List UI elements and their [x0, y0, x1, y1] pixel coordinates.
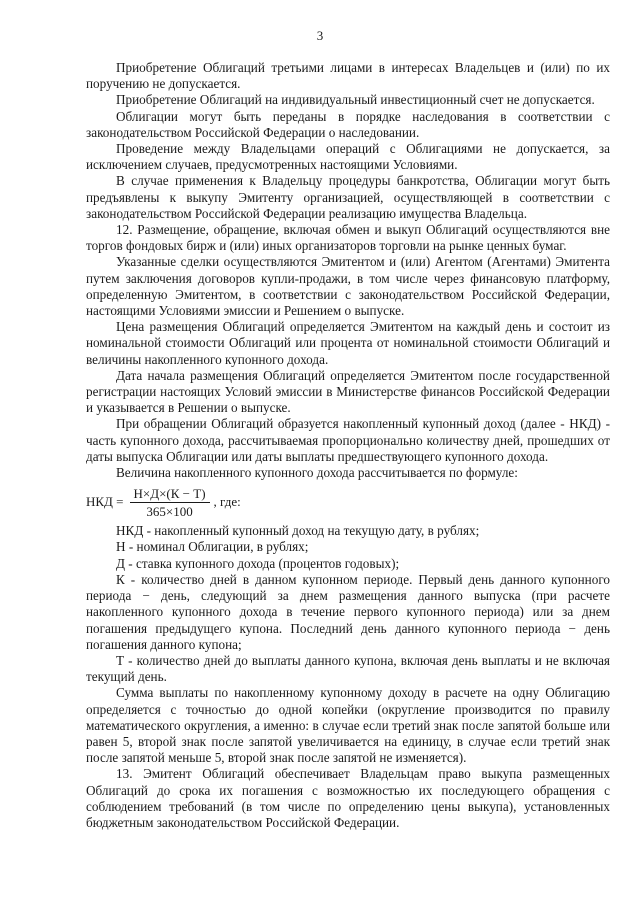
- paragraph: Сумма выплаты по накопленному купонному доходу в расчете на одну Облигацию определяется с точностью до одной копейки (округление производится по правилу математического округления, а именно: в случае если третий знак после запятой больше или равен 5, второй знак после запятой увеличивается на единицу, в случае если третий знак после запятой меньше 5, второй знак после запятой не изменяется).: [86, 685, 610, 766]
- formula-lhs: НКД =: [86, 494, 124, 510]
- definition-t: Т - количество дней до выплаты данного купона, включая день выплаты и не включая текущий день.: [86, 652, 610, 685]
- paragraph: Облигации могут быть переданы в порядке наследования в соответствии с законодательством Российской Федерации о наследовании.: [86, 108, 610, 140]
- formula-numerator: Н×Д×(К − Т): [130, 486, 210, 503]
- paragraph: Приобретение Облигаций на индивидуальный инвестиционный счет не допускается.: [116, 92, 595, 108]
- paragraph: 12. Размещение, обращение, включая обмен и выкуп Облигаций осуществляются вне торгов фондовых бирж и (или) иных организаторов торговли на рынке ценных бумаг.: [86, 222, 610, 254]
- page-number: 3: [316, 28, 324, 43]
- nkd-formula: [86, 483, 610, 521]
- paragraph: В случае применения к Владельцу процедуры банкротства, Облигации могут быть предъявлены к выкупу Эмитенту организацией, осуществляющей в соответствии с законодательством Российской Федерации реализацию имущества Владельца.: [86, 173, 610, 221]
- paragraph: 13. Эмитент Облигаций обеспечивает Владельцам право выкупа размещенных Облигаций до срока их погашения с возможностью их последующего обращения с соблюдением требований (в том числе по определению цены выкупа), установленных бюджетным законодательством Российской Федерации.: [86, 766, 610, 830]
- definition-nkd: НКД - накопленный купонный доход на текущую дату, в рублях;: [116, 523, 480, 539]
- paragraph: Приобретение Облигаций третьими лицами в интересах Владельцев и (или) по их поручению не допускается.: [86, 60, 610, 92]
- definition-n: Н - номинал Облигации, в рублях;: [116, 539, 309, 555]
- paragraph: Проведение между Владельцами операций с Облигациями не допускается, за исключением случаев, предусмотренных настоящими Условиями.: [86, 141, 610, 173]
- paragraph: Цена размещения Облигаций определяется Эмитентом на каждый день и состоит из номинальной стоимости Облигаций или процента от номинальной стоимости Облигаций и величины накопленного купонного дохода.: [86, 319, 610, 367]
- paragraph: Дата начала размещения Облигаций определяется Эмитентом после государственной регистрации настоящих Условий эмиссии в Министерстве финансов Российской Федерации и указывается в Решении о выпуске.: [86, 367, 610, 416]
- paragraph: Указанные сделки осуществляются Эмитентом и (или) Агентом (Агентами) Эмитента путем заключения договоров купли-продажи, в том числе через финансовую платформу, определенную Эмитентом, в соответствии с законодательством Российской Федерации, настоящими Условиями эмиссии и Решением о выпуске.: [86, 254, 610, 319]
- formula-fraction: [130, 486, 210, 519]
- paragraph: Величина накопленного купонного дохода рассчитывается по формуле:: [116, 465, 518, 481]
- formula-denominator: 365×100: [146, 503, 193, 519]
- definition-d: Д - ставка купонного дохода (процентов годовых);: [116, 555, 400, 571]
- paragraph: При обращении Облигаций образуется накопленный купонный доход (далее - НКД) - часть купонного дохода, рассчитываемая пропорционально количеству дней, прошедших от даты выпуска Облигации или даты выплаты предшествующего купонного дохода.: [86, 416, 610, 464]
- definition-k: К - количество дней в данном купонном периоде. Первый день данного купонного периода − день, следующий за днем размещения данного выпуска (при расчете накопленного купонного дохода в течение первого купонного периода) или за днем погашения предыдущего купона. Последний день данного купонного периода − день погашения данного купона;: [86, 571, 610, 652]
- formula-suffix: , где:: [213, 494, 241, 510]
- document-body: [86, 60, 610, 831]
